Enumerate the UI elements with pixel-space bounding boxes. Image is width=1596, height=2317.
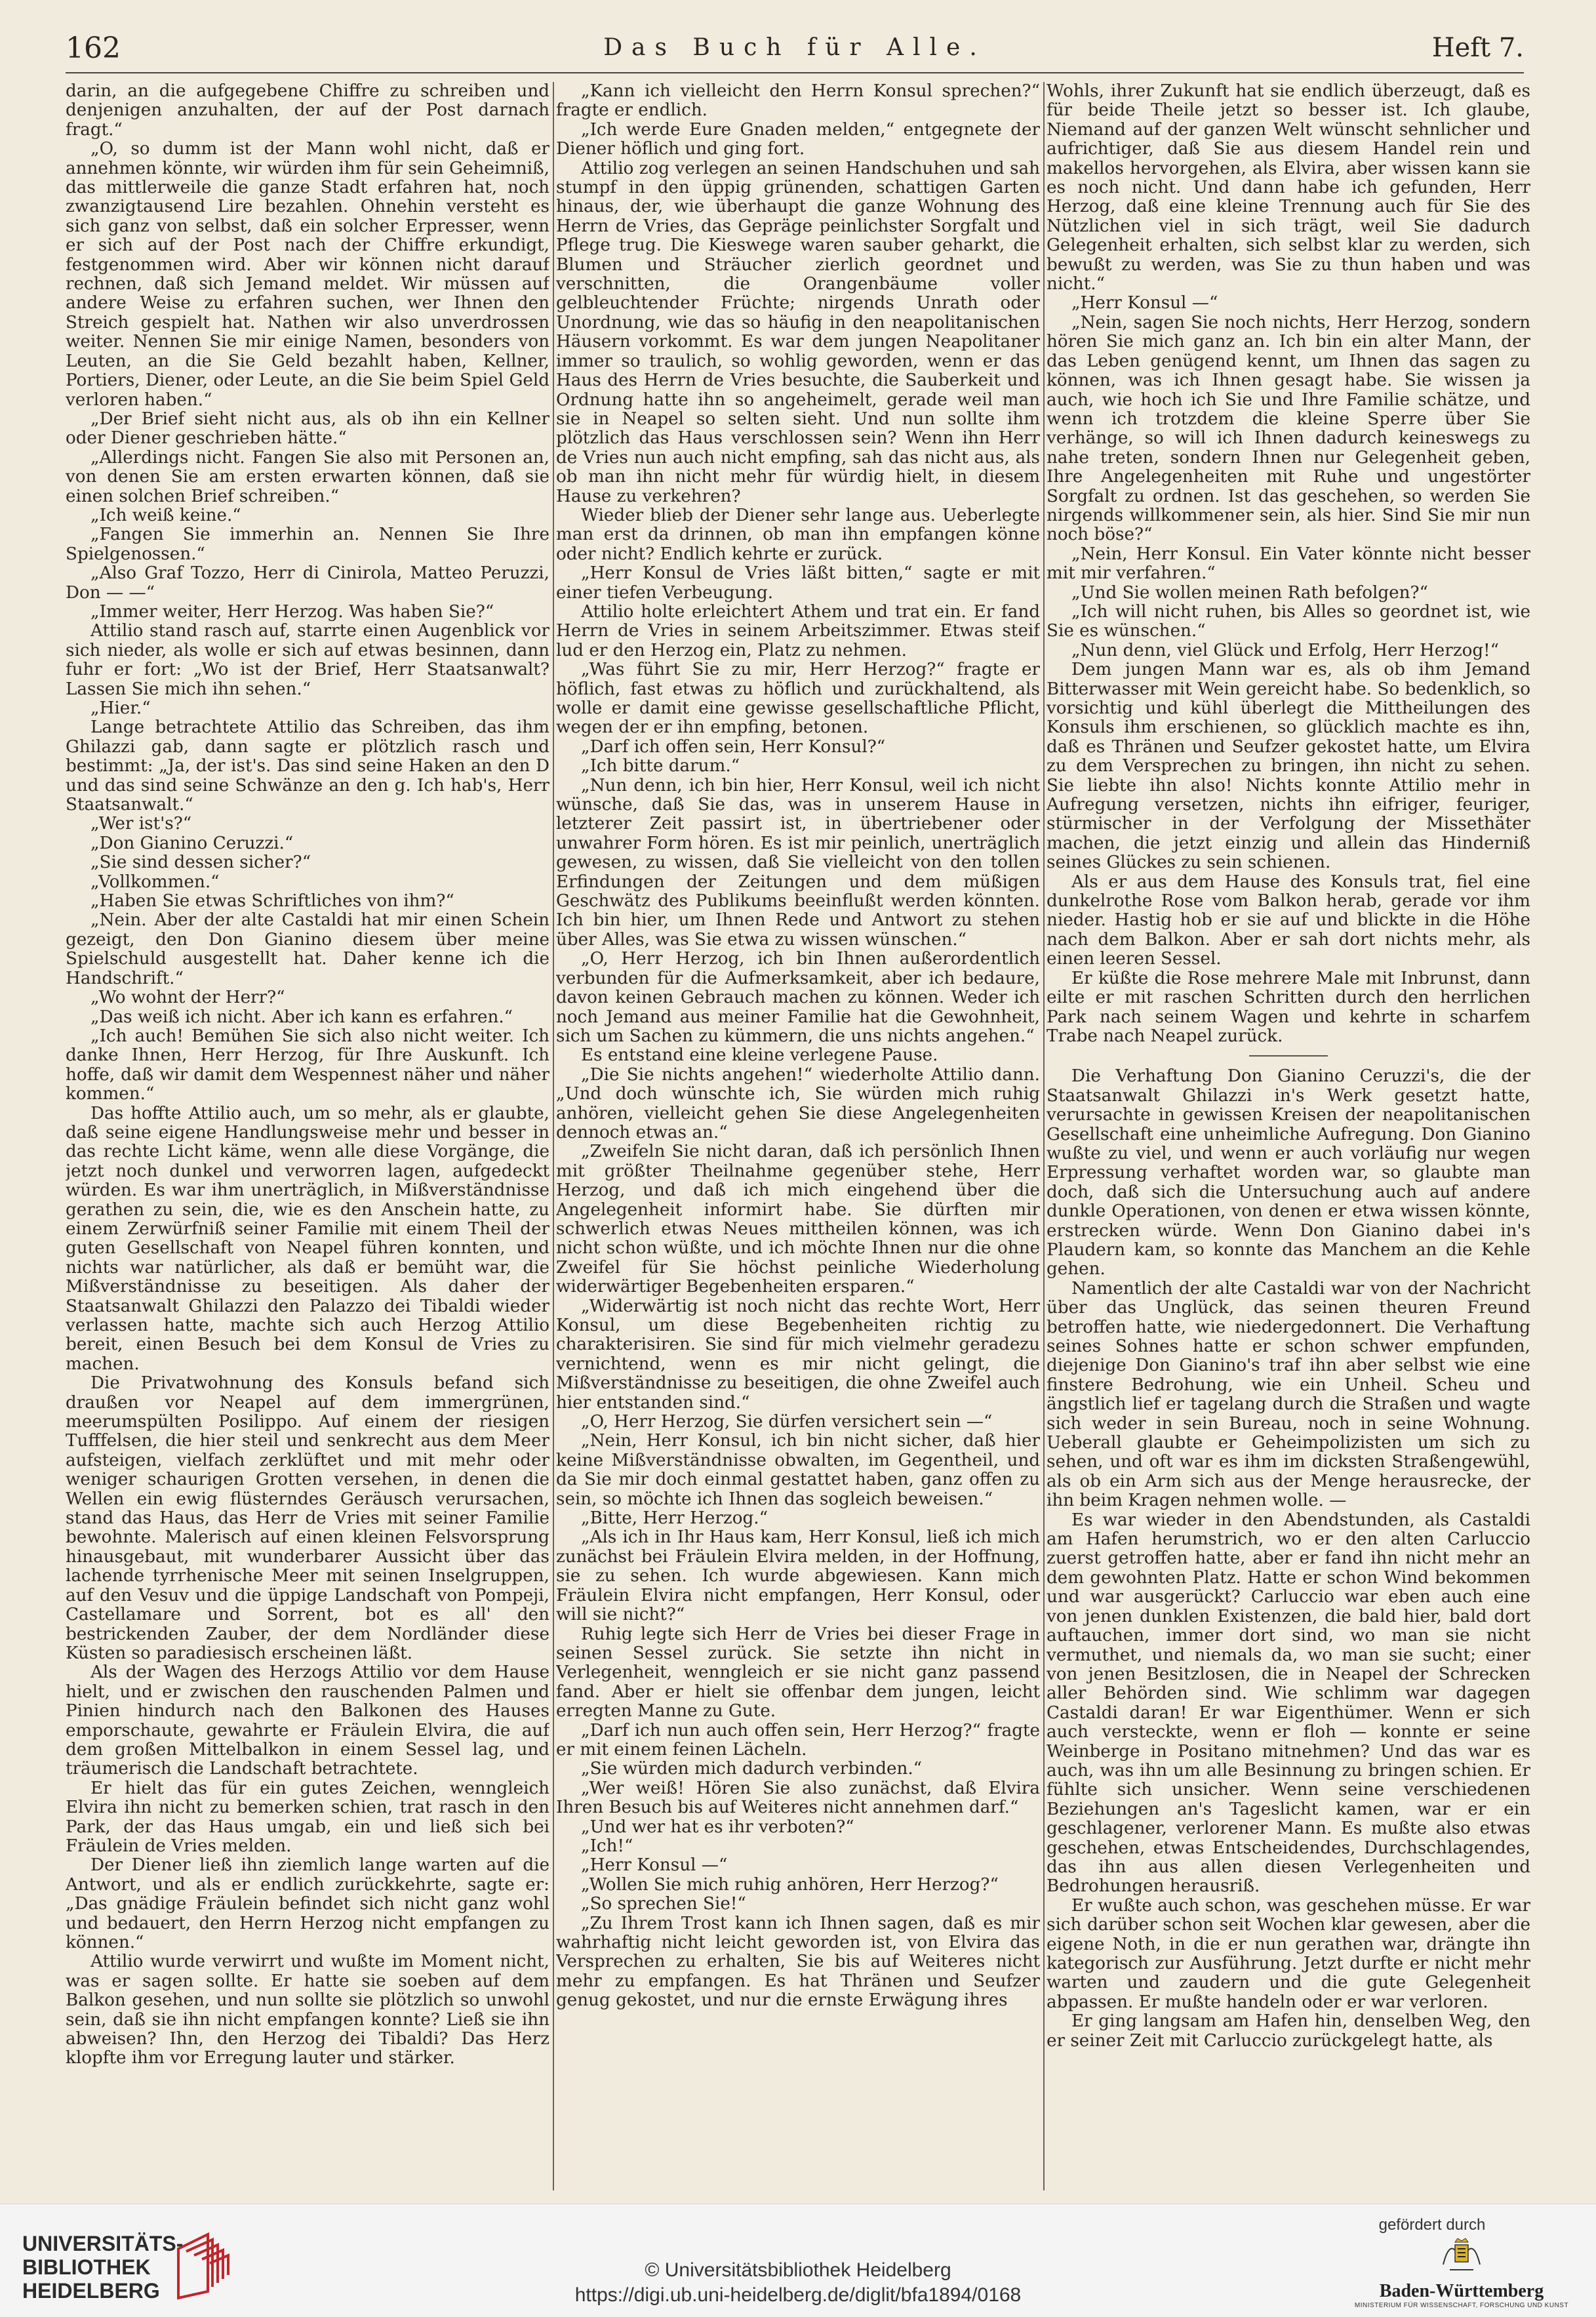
paragraph: „Don Gianino Ceruzzi.“	[90, 833, 294, 853]
paragraph: „Vollkommen.“	[90, 872, 220, 892]
paragraph: „Zu Ihrem Trost kann ich Ihnen sagen, daß es mir wahrhaftig nicht leicht geworden ist, von Elvira das Versprechen zu erhalten, Sie bis auf Weiteres nicht mehr zu empfangen. Es hat Thränen und Seufzer genug gekostet, und nur die ernste Erwägung ihres	[556, 1913, 1040, 2011]
paragraph: „Immer weiter, Herr Herzog. Was haben Sie?“	[90, 601, 494, 622]
paragraph: „Als ich in Ihr Haus kam, Herr Konsul, ließ ich mich zunächst bei Fräulein Elvira melden, in der Hoffnung, sie zu sehen. Ich wurde abgewiesen. Kann mich Fräulein Elvira nicht empfangen, Herr Konsul, oder will sie nicht?“	[556, 1527, 1040, 1625]
paragraph: Lange betrachtete Attilio das Schreiben, das ihm Ghilazzi gab, dann sagte er plötzlich rasch und bestimmt: „Ja, der ist's. Das sind seine Haken an den D und das sind seine Schwänze an den g. Ich hab's, Herr Staatsanwalt.“	[66, 717, 549, 815]
paragraph: „Haben Sie etwas Schriftliches von ihm?“	[90, 891, 454, 912]
column-divider	[1043, 82, 1045, 2190]
viewer-footer	[0, 2204, 1596, 2317]
paragraph: Attilio wurde verwirrt und wußte im Moment nicht, was er sagen sollte. Er hatte sie soeben auf dem Balkon gesehen, und nun sollte sie plötzlich so unwohl sein, daß sie ihn nicht empfangen konnte? Ließ sie ihn abweisen? Ihn, den Herzog dei Tibaldi? Das Herz klopfte ihm vor Erregung lauter und stärker.	[66, 1952, 549, 2068]
paragraph: „Ich werde Eure Gnaden melden,“ entgegnete der Diener höflich und ging fort.	[556, 119, 1040, 159]
paragraph: Die Privatwohnung des Konsuls befand sich draußen vor Neapel auf dem immergrünen, meerumspülten Posilippo. Auf einem der riesigen Tufffelsen, die hier steil und senkrecht aus dem Meer aufsteigen, vielfach zerklüftet und mit mehr oder weniger schaurigen Grotten versehen, in denen die Wellen ein ewig flüsterndes Geräusch verursachen, stand das Haus, das Herr de Vries mit seiner Familie bewohnte. Malerisch auf einen kleinen Felsvorsprung hinausgebaut, mit wunderbarer Aussicht über das lachende tyrrhenische Meer mit seinen Inselgruppen, auf den Vesuv und die üppige Landschaft von Pompeji, Castellamare und Sorrent, bot es all' den bestrickenden Zauber, der dem Nordländer diese Küsten so paradiesisch erscheinen läßt.	[66, 1373, 549, 1663]
paragraph: Wieder blieb der Diener sehr lange aus. Ueberlegte man erst da drinnen, ob man ihn empfangen könne oder nicht? Endlich kehrte er zurück.	[556, 505, 1040, 564]
section-separator	[1249, 1055, 1328, 1057]
paragraph: Der Diener ließ ihn ziemlich lange warten auf die Antwort, und als er endlich zurückkehrte, sagte er: „Das gnädige Fräulein befindet sich nicht ganz wohl und bedauert, den Herrn Herzog nicht empfangen zu können.“	[66, 1855, 549, 1952]
page-number: 162	[66, 31, 121, 65]
paragraph: „Die Sie nichts angehen!“ wiederholte Attilio dann. „Und doch wünschte ich, Sie würden mich ruhig anhören, vielleicht gehen Sie diese Angelegenheiten dennoch etwas an.“	[556, 1064, 1040, 1142]
paragraph: „Sie würden mich dadurch verbinden.“	[581, 1759, 923, 1779]
paragraph: Als er aus dem Hause des Konsuls trat, fiel eine dunkelrothe Rose vom Balkon herab, gerade vor ihm nieder. Hastig hob er sie auf und blickte in die Höhe nach dem Balkon. Aber er sah dort nichts mehr, als einen leeren Sessel.	[1047, 872, 1530, 969]
running-title: Das Buch für Alle.	[603, 34, 986, 61]
paragraph: „Nun denn, viel Glück und Erfolg, Herr Herzog!“	[1071, 640, 1500, 660]
paragraph: „Wer ist's?“	[90, 814, 192, 834]
paragraph: Er küßte die Rose mehrere Male mit Inbrunst, dann eilte er mit raschen Schritten durch den herrlichen Park nach seinem Wagen und kehrte in scharfem Trabe nach Neapel zurück.	[1047, 968, 1530, 1046]
paragraph: Namentlich der alte Castaldi war von der Nachricht über das Unglück, das seinen theuren Freund betroffen hatte, wie niedergedonnert. Die Verhaftung seines Sohnes hatte er schon schwer empfunden, diejenige Don Gianino's traf ihn aber selbst wie eine finstere Bedrohung, wie ein Unheil. Scheu und ängstlich lief er tagelang durch die Straßen und wagte sich weder in sein Bureau, noch in seine Wohnung. Ueberall glaubte er Geheimpolizisten um sich zu sehen, und oft war es ihm im dicksten Straßengewühl, als ob ein Arm sich aus der Menge herausrecke, der ihn beim Kragen nehmen wolle. —	[1047, 1278, 1530, 1511]
permalink[interactable]: https://digi.ub.uni-heidelberg.de/diglit/bfa1894/0168	[574, 2284, 1022, 2306]
paragraph: Das hoffte Attilio auch, um so mehr, als er glaubte, daß seine eigene Handlungsweise mehr und besser in das rechte Licht käme, wenn alle diese Vorgänge, die jetzt noch dunkel und verworren lagen, aufgedeckt würden. Es war ihm unerträglich, in Mißverständnisse gerathen zu sein, die, wie es den Anschein hatte, zu einem Zerwürfniß seiner Familie mit einem Theil der guten Gesellschaft von Neapel führen konnten, und nichts war natürlicher, als daß er bemüht war, die Mißverständnisse zu beseitigen. Als daher der Staatsanwalt Ghilazzi den Palazzo dei Tibaldi wieder verlassen hatte, machte sich auch Herzog Attilio bereit, einen Besuch bei dem Konsul de Vries zu machen.	[66, 1103, 549, 1374]
text-column-2	[556, 82, 1040, 2190]
paragraph: „Wer weiß! Hören Sie also zunächst, daß Elvira Ihren Besuch bis auf Weiteres nicht annehmen darf.“	[556, 1778, 1040, 1818]
paragraph: „Und wer hat es ihr verboten?“	[581, 1817, 854, 1837]
paragraph: „Nun denn, ich bin hier, Herr Konsul, weil ich nicht wünsche, daß Sie das, was in unserem Hause in letzterer Zeit passirt ist, in übertriebener oder unwahrer Form hören. Es ist mir peinlich, unerträglich gewesen, zu wissen, daß Sie vielleicht von den tollen Erfindungen der Zeitungen und dem müßigen Geschwätz des Publikums beeinflußt werden könnten. Ich bin hier, um Ihnen Rede und Antwort zu stehen über Alles, was Sie etwa zu wissen wünschen.“	[556, 775, 1040, 950]
paragraph: „So sprechen Sie!“	[581, 1894, 746, 1914]
paragraph: „Und Sie wollen meinen Rath befolgen?“	[1071, 582, 1428, 603]
paragraph: „Ich auch! Bemühen Sie sich also nicht weiter. Ich danke Ihnen, Herr Herzog, für Ihre Auskunft. Ich hoffe, daß wir damit dem Wespennest näher und näher kommen.“	[66, 1026, 549, 1104]
paragraph: Er ging langsam am Hafen hin, denselben Weg, den er seiner Zeit mit Carluccio zurückgelegt hatte, als	[1047, 2011, 1530, 2051]
paragraph: „Darf ich nun auch offen sein, Herr Herzog?“ fragte er mit einem feinen Lächeln.	[556, 1720, 1040, 1760]
paragraph: Als der Wagen des Herzogs Attilio vor dem Hause hielt, und er zwischen den rauschenden Palmen und Pinien hindurch nach den Balkonen des Hauses emporschaute, gewahrte er Fräulein Elvira, die auf dem großen Mittelbalkon in einem Sessel lag, und träumerisch die Landschaft betrachtete.	[66, 1662, 549, 1779]
sponsor-state: Baden-Württemberg	[1379, 2281, 1544, 2301]
paragraph: „Allerdings nicht. Fangen Sie also mit Personen an, von denen Sie am ersten erwarten können, daß sie einen solchen Brief schreiben.“	[66, 447, 549, 506]
text-column-3	[1047, 82, 1530, 2190]
paragraph: Er hielt das für ein gutes Zeichen, wenngleich Elvira ihn nicht zu bemerken schien, trat rasch in den Park, der das Haus umgab, ein und ließ sich bei Fräulein de Vries melden.	[66, 1778, 549, 1856]
paragraph: „Sie sind dessen sicher?“	[90, 853, 311, 873]
paragraph: Attilio stand rasch auf, starrte einen Augenblick vor sich nieder, als wolle er sich auf etwas besinnen, dann fuhr er fort: „Wo ist der Brief, Herr Staatsanwalt? Lassen Sie mich ihn sehen.“	[66, 621, 549, 699]
paragraph: Die Verhaftung Don Gianino Ceruzzi's, die der Staatsanwalt Ghilazzi in's Werk gesetzt hatte, verursachte in gewissen Kreisen der neapolitanischen Gesellschaft eine unheimliche Aufregung. Don Gianino wußte zu viel, und wenn er auch vorläufig nur wegen Erpressung verhaftet worden war, so glaubte man doch, daß sich die Untersuchung auch auf andere dunkle Operationen, von denen er etwa wissen könnte, erstrecken würde. Wenn Don Gianino dabei in's Plaudern kam, so konnte das Manchem an die Kehle gehen.	[1047, 1066, 1530, 1279]
paragraph: „Zweifeln Sie nicht daran, daß ich persönlich Ihnen mit größter Theilnahme gegenüber stehe, Herr Herzog, und daß ich mich eingehend über die Angelegenheit informirt habe. Sie dürften mir schwerlich etwas Neues mittheilen können, was ich nicht schon wüßte, und ich möchte Ihnen nur die ohne Zweifel für Sie höchst peinliche Wiederholung widerwärtiger Begebenheiten ersparen.“	[556, 1142, 1040, 1297]
paragraph: „O, Herr Herzog, Sie dürfen versichert sein —“	[581, 1412, 993, 1432]
column-divider	[553, 82, 554, 2190]
paragraph: „Ich weiß keine.“	[90, 505, 241, 525]
paragraph: „Hier.“	[90, 698, 151, 718]
paragraph: „Nein. Aber der alte Castaldi hat mir einen Schein gezeigt, den Don Gianino diesem über meine Spielschuld ausgestellt hat. Daher kenne ich die Handschrift.“	[66, 910, 549, 988]
paragraph: „O, Herr Herzog, ich bin Ihnen außerordentlich verbunden für die Aufmerksamkeit, aber ich bedaure, davon keinen Gebrauch machen zu können. Weder ich noch Jemand aus meiner Familie hat die Gewohnheit, sich um Sachen zu kümmern, die uns nichts angehen.“	[556, 949, 1040, 1046]
paragraph: „Herr Konsul de Vries läßt bitten,“ sagte er mit einer tiefen Verbeugung.	[556, 563, 1040, 603]
paragraph: Es entstand eine kleine verlegene Pause.	[581, 1045, 938, 1066]
sponsor-label: gefördert durch	[1378, 2216, 1486, 2234]
copyright-notice: © Universitätsbibliothek Heidelberg	[645, 2259, 951, 2281]
paragraph: „Nein, sagen Sie noch nichts, Herr Herzog, sondern hören Sie mich ganz an. Ich bin ein alter Mann, der das Leben genügend kennt, um Ihnen das sagen zu können, was ich Ihnen gesagt habe. Sie wissen ja auch, wie hoch ich Sie und Ihre Familie schätze, und wenn ich trotzdem die kleine Sperre über Sie verhänge, so will ich Ihnen dadurch keineswegs zu nahe treten, sondern Ihnen nur Gelegenheit geben, Ihre Angelegenheiten mit Ruhe und ungestörter Sorgfalt zu ordnen. Ist das geschehen, so werden Sie nirgends willkommener sein, als hier. Sind Sie mir nun noch böse?“	[1047, 312, 1530, 545]
page-header	[66, 26, 1524, 73]
library-name: UNIVERSITÄTS- BIBLIOTHEK HEIDELBERG	[22, 2232, 184, 2303]
paragraph: Ruhig legte sich Herr de Vries bei dieser Frage in seinen Sessel zurück. Sie setzte ihn nicht in Verlegenheit, wenngleich er sie nicht ganz passend fand. Aber er hielt sie offenbar dem jungen, leicht erregten Manne zu Gute.	[556, 1624, 1040, 1722]
paragraph: „Nein, Herr Konsul. Ein Vater könnte nicht besser mit mir verfahren.“	[1047, 544, 1530, 584]
paragraph: „Herr Konsul —“	[1071, 293, 1218, 313]
coat-of-arms-icon	[1435, 2238, 1488, 2278]
paragraph: „Der Brief sieht nicht aus, als ob ihn ein Kellner oder Diener geschrieben hätte.“	[66, 409, 549, 449]
paragraph: „Ich will nicht ruhen, bis Alles so geordnet ist, wie Sie es wünschen.“	[1047, 601, 1530, 641]
paragraph: „Herr Konsul —“	[581, 1855, 728, 1876]
sponsor-ministry: MINISTERIUM FÜR WISSENSCHAFT, FORSCHUNG UND KUNST	[1354, 2302, 1569, 2309]
paragraph: „Widerwärtig ist noch nicht das rechte Wort, Herr Konsul, um diese Begebenheiten richtig zu charakterisiren. Sie sind für mich vielmehr geradezu vernichtend, wenn es mir nicht gelingt, die Mißverständnisse zu beseitigen, die ohne Zweifel auch hier entstanden sind.“	[556, 1296, 1040, 1413]
paragraph: „Fangen Sie immerhin an. Nennen Sie Ihre Spielgenossen.“	[66, 525, 549, 564]
paragraph: Wohls, ihrer Zukunft hat sie endlich überzeugt, daß es für beide Theile jetzt so besser ist. Ich glaube, Niemand auf der ganzen Welt wünscht sehnlicher und aufrichtiger, daß Sie aus diesem Handel rein und makellos hervorgehen, als Elvira, aber wissen kann sie es noch nicht. Und dann habe ich gefunden, Herr Herzog, daß eine kleine Trennung auch für Sie des Nützlichen viel in sich trägt, weil Sie dadurch Gelegenheit erhalten, sich selbst klar zu werden, sich bewußt zu werden, was Sie zu thun haben und was nicht.“	[1047, 82, 1530, 294]
issue-number: Heft 7.	[1431, 33, 1524, 63]
paragraph: „Wollen Sie mich ruhig anhören, Herr Herzog?“	[581, 1874, 999, 1895]
paragraph: Attilio holte erleichtert Athem und trat ein. Er fand Herrn de Vries in seinem Arbeitszimmer. Etwas steif lud er den Herzog ein, Platz zu nehmen.	[556, 601, 1040, 660]
sponsor-block	[1353, 2216, 1570, 2308]
paragraph: „Ich bitte darum.“	[581, 756, 740, 776]
paragraph: Er wußte auch schon, was geschehen müsse. Er war sich darüber schon seit Wochen klar gewesen, aber die eigene Noth, in die er nun gerathen war, drängte ihn kategorisch zur Ausführung. Jetzt durfte er nicht mehr warten und zaudern und die gute Gelegenheit abpassen. Er mußte handeln oder er war verloren.	[1047, 1895, 1530, 2012]
text-column-1	[66, 82, 549, 2190]
paragraph: „O, so dumm ist der Mann wohl nicht, daß er annehmen könnte, wir würden ihm für sein Geheimniß, das mittlerweile die ganze Stadt erfahren hat, noch zwanzigtausend Lire bezahlen. Ohnehin versteht es sich ganz von selbst, daß ein solcher Erpresser, wenn er sich auf der Post nach der Chiffre erkundigt, festgenommen wird. Aber wir können nicht darauf rechnen, daß sich Jemand meldet. Wir müssen auf andere Weise zu erfahren suchen, wer Ihnen den Streich gespielt hat. Nathen wir also unverdrossen weiter. Nennen Sie mir einige Namen, besonders von Leuten, an die Sie Geld bezahlt haben, Kellner, Portiers, Diener, oder Leute, an die Sie beim Spiel Geld verloren haben.“	[66, 139, 549, 410]
paragraph: Attilio zog verlegen an seinen Handschuhen und sah stumpf in den üppig grünenden, schattigen Garten hinaus, der, wie überhaupt die ganze Wohnung des Herrn de Vries, das Gepräge peinlichster Sorgfalt und Pflege trug. Die Kieswege waren sauber geharkt, die Blumen und Sträucher zierlich geordnet und verschnitten, die Orangenbäume voller gelbleuchtender Früchte; nirgends Unrath oder Unordnung, wie das so häufig in den neapolitanischen Häusern vorkommt. Es war dem jungen Neapolitaner immer so traulich, so wohlig geworden, wenn er das Haus des Herrn de Vries besuchte, die Sauberkeit und Ordnung hatte ihn so angeheimelt, gerade weil man sie in Neapel so selten sieht. Und nun sollte ihm plötzlich das Haus verschlossen sein? Wenn ihn Herr de Vries nun auch nicht empfing, sah das nicht aus, als ob man ihn nicht mehr für würdig hielt, in diesem Hause zu verkehren?	[556, 158, 1040, 506]
paragraph: darin, an die aufgegebene Chiffre zu schreiben und denjenigen anzuhalten, der auf der Post darnach fragt.“	[66, 82, 549, 140]
paragraph: „Darf ich offen sein, Herr Konsul?“	[581, 736, 886, 757]
paragraph: „Nein, Herr Konsul, ich bin nicht sicher, daß hier keine Mißverständnisse obwalten, im Gegentheil, und da Sie mir doch einmal gestattet haben, ganz offen zu sein, so möchte ich Ihnen das sogleich beweisen.“	[556, 1431, 1040, 1509]
paragraph: Es war wieder in den Abendstunden, als Castaldi am Hafen herumstrich, wo er den alten Carluccio zuerst getroffen hatte, aber er fand ihn nicht mehr an dem gewohnten Platz. Hatte er schon Wind bekommen und war ausgerückt? Carluccio war eben auch eine von jenen dunklen Existenzen, die bald hier, bald dort auftauchen, immer dort sind, wo man sie nicht vermuthet, und niemals da, wo man sie sucht; einer von jenen Besitzlosen, die in Neapel der Schrecken aller Behörden sind. Wie schlimm war dagegen Castaldi daran! Er war Eigenthümer. Wenn er sich auch versteckte, wenn er floh — konnte er seine Weinberge in Positano mitnehmen? Und das war es auch, was ihn um alle Besinnung zu bringen schien. Er fühlte sich unsicher. Wenn seine verschiedenen Beziehungen an's Tageslicht kamen, war er ein geschlagener, verlorener Mann. Es mußte also etwas geschehen, etwas Entscheidendes, Durchschlagendes, das ihn aus allen diesen Verlegenheiten und Bedrohungen herausriß.	[1047, 1510, 1530, 1897]
paragraph: „Ich!“	[581, 1836, 633, 1856]
paragraph: „Also Graf Tozzo, Herr di Cinirola, Matteo Peruzzi, Don — —“	[66, 563, 549, 603]
paragraph: „Wo wohnt der Herr?“	[90, 988, 285, 1008]
paragraph: Dem jungen Mann war es, als ob ihm Jemand Bitterwasser mit Wein gereicht habe. So bedenklich, so vorsichtig und kühl überlegt die Mittheilungen des Konsuls ihm erschienen, so glücklich machte es ihn, daß es Thränen und Seufzer gekostet hatte, um Elvira zu dem Versprechen zu bringen, ihn nicht zu sehen. Sie liebte ihn also! Nichts konnte Attilio mehr in Aufregung versetzen, nichts ihn eifriger, feuriger, stürmischer in der Verfolgung der Missethäter machen, die jetzt einzig und allein das Hinderniß seines Glückes zu sein schienen.	[1047, 660, 1530, 873]
paragraph: „Was führt Sie zu mir, Herr Herzog?“ fragte er höflich, fast etwas zu höflich und zurückhaltend, als wolle er damit eine gewisse gesellschaftliche Pflicht, wegen der er ihn empfing, betonen.	[556, 660, 1040, 738]
paragraph: „Das weiß ich nicht. Aber ich kann es erfahren.“	[90, 1007, 513, 1027]
paragraph: „Bitte, Herr Herzog.“	[581, 1508, 768, 1529]
paragraph: „Kann ich vielleicht den Herrn Konsul sprechen?“ fragte er endlich.	[556, 82, 1040, 121]
